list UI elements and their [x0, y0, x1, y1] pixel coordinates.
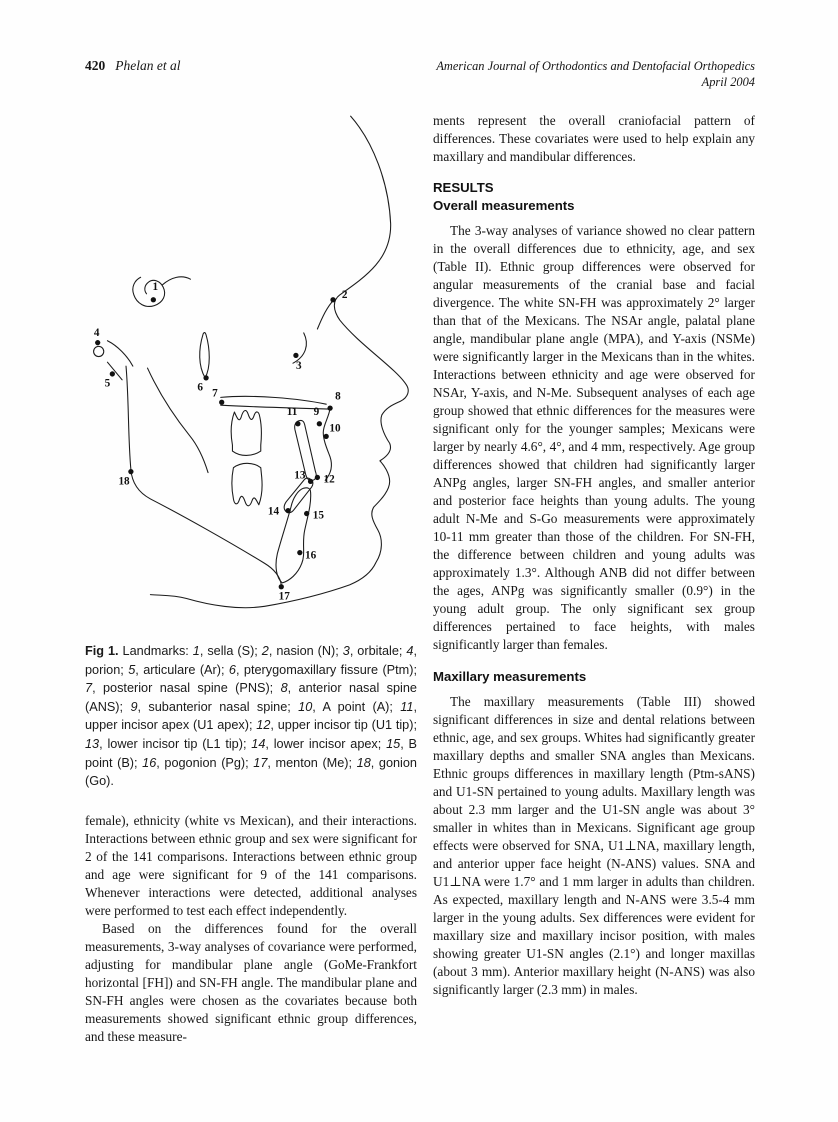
caption-segment: , posterior nasal spine (PNS);: [92, 681, 281, 696]
caption-segment: 17: [253, 755, 268, 770]
caption-segment: 5: [128, 662, 136, 677]
running-authors: Phelan et al: [115, 58, 181, 73]
caption-segment: , lower incisor tip (L1 tip);: [99, 736, 252, 751]
caption-segment: 13: [85, 736, 100, 751]
caption-segment: 14: [251, 736, 266, 751]
landmark-dot-15: [304, 511, 309, 516]
caption-segment: 11: [400, 699, 414, 714]
orbit-rim-path: [293, 333, 306, 363]
landmark-label-5: 5: [104, 377, 111, 390]
mandible-border-path: [126, 366, 281, 585]
cephalometric-tracing: [85, 112, 417, 630]
landmark-label-14: 14: [267, 505, 280, 518]
caption-segment: Fig 1.: [85, 644, 119, 658]
pterygomaxillary-fissure-path: [200, 333, 210, 378]
body-paragraph: The 3-way analyses of variance showed no clear pattern in the overall differences due to ethnicity, age, and sex (Table II). Ethnic group differences were observed for angular measurements of the cranial base and facial divergence. The white SN-FH was approximately 2° larger than that of the Mexicans. The NSAr angle, palatal plane angle, mandibular plane angle (MPA), and Y-axis (NSMe) were significantly larger in the Mexicans than in the whites. Interactions between ethnicity and age were observed for NSAr, Y-axis, and N-Me. Subsequent analyses of each age group showed that ethnic differences for the measures were significant only for the younger samples; Mexicans were larger by nearly 4.6°, 4°, and 4 mm, respectively. Age group differences showed that children had significantly larger ANPg angles, larger SN-FH angles, and smaller anterior and posterior face heights than young adults. The young adult N-Me and S-Go measurements were approximately 10-11 mm greater than those of the children. For SN-FH, the difference between children and young adults was approximately 1.3°. Although ANB did not differ between the ages, ANPg was significantly smaller (0.9°) in the young adult group. The only significant sex group differences pertained to face heights, with males significantly larger than females.: [433, 223, 755, 652]
landmark-label-6: 6: [197, 381, 204, 394]
landmark-label-12: 12: [323, 473, 335, 486]
landmark-layer: [94, 281, 348, 603]
body-paragraph: female), ethnicity (white vs Mexican), and their interactions. Interactions between ethnic group and sex were significant for 2 of the 141 comparisons. Interactions between ethnic group and age were significant for 9 of the 141 comparisons. Whenever interactions were detected, additional analyses were performed to test each effect independently.: [85, 812, 417, 918]
caption-segment: 12: [256, 718, 271, 733]
landmark-label-11: 11: [286, 405, 298, 418]
caption-segment: , nasion (N);: [268, 644, 343, 658]
landmark-dot-11: [295, 421, 300, 426]
landmark-dot-9: [317, 421, 322, 426]
lower-incisor-path: [284, 478, 313, 513]
caption-segment: 15: [386, 736, 401, 751]
caption-segment: , pterygomaxillary fissure (Ptm);: [235, 662, 417, 677]
symphysis-outline-path: [276, 488, 311, 583]
caption-segment: 7: [85, 681, 93, 696]
caption-segment: 1: [192, 644, 200, 658]
landmark-dot-13: [308, 479, 313, 484]
caption-segment: , menton (Me);: [267, 755, 357, 770]
sella-turcica-path: [133, 277, 191, 307]
landmark-label-1: 1: [152, 280, 159, 293]
journal-issue-date: April 2004: [701, 75, 755, 89]
body-paragraph: The maxillary measurements (Table III) showed significant differences in size and dental relations between ethnic, age, and sex groups. Whites had significantly greater maxillary depths and smaller SNA angles than Mexicans. Ethnic groups differences in maxillary length (Ptm-sANS) and U1-SN pertained to young adults. Maxillary length was about 2.3 mm larger and the U1-SN angle was about 3° smaller in whites than in Mexicans. Significant age group effects were observed for SNA, U1⊥NA, maxillary length, and anterior upper face height (N-ANS) values. SNA and U1⊥NA were 1.7° and 1 mm larger in adults than children. As expected, maxillary length and N-ANS were 3.5-4 mm larger in the young adults. Sex differences were evident for maxillary size and maxillary incisor position, with males showing greater U1-SN angles (2.1°) and longer maxillas (about 3 mm). Anterior maxillary height (N-ANS) was also significantly larger (2.3 mm) in males.: [433, 694, 755, 997]
landmark-label-9: 9: [313, 405, 320, 418]
landmark-dot-17: [279, 584, 284, 589]
caption-segment: , gonion (Go).: [85, 755, 417, 789]
landmark-label-13: 13: [294, 469, 306, 482]
landmark-label-10: 10: [329, 422, 341, 435]
landmark-label-4: 4: [93, 326, 100, 339]
two-column-body: [85, 112, 755, 1046]
nasal-bone-path: [317, 300, 334, 329]
landmark-label-7: 7: [212, 387, 218, 400]
caption-segment: Landmarks:: [118, 644, 193, 658]
results-heading: RESULTS: [433, 180, 494, 195]
caption-segment: , pogonion (Pg);: [156, 755, 254, 770]
upper-molar-path: [231, 410, 261, 455]
right-column: [433, 112, 755, 1046]
figure-1: [85, 112, 417, 791]
page-number: 420: [85, 58, 106, 73]
caption-segment: 9: [130, 699, 138, 714]
overall-measurements-heading: Overall measurements: [433, 198, 575, 213]
caption-segment: , B point (B);: [85, 736, 417, 770]
maxillary-measurements-heading: Maxillary measurements: [433, 669, 587, 684]
landmark-label-3: 3: [296, 360, 302, 373]
caption-segment: 2: [261, 644, 269, 658]
caption-segment: 10: [298, 699, 313, 714]
page-header: [85, 58, 755, 90]
left-column: [85, 112, 417, 1046]
landmark-ring-4: [94, 346, 104, 356]
landmark-dot-18: [128, 469, 133, 474]
landmark-dot-1: [151, 297, 156, 302]
maxilla-anterior-path: [323, 408, 331, 480]
caption-segment: 4: [406, 644, 414, 658]
caption-segment: , subanterior nasal spine;: [137, 699, 299, 714]
landmark-dot-6: [203, 375, 208, 380]
caption-segment: 16: [142, 755, 157, 770]
body-paragraph: ments represent the overall craniofacial pattern of differences. These covariates were used to help explain any maxillary and mandibular differences.: [433, 113, 755, 164]
palatal-plane-path: [221, 396, 328, 409]
caption-segment: , orbitale;: [349, 644, 407, 658]
landmark-label-8: 8: [335, 390, 341, 403]
landmark-dot-12: [315, 475, 320, 480]
soft-tissue-profile-path: [150, 116, 408, 608]
caption-segment: 3: [342, 644, 350, 658]
body-paragraph: Based on the differences found for the overall measurements, 3-way analyses of covariance were performed, adjusting for mandibular plane angle (GoMe-Frankfort horizontal [FH]) and SN-FH angle. The mandibular plane and SN-FH angles were chosen as the covariates because both measurements showed significant ethnic group differences, and these measure-: [85, 920, 417, 1044]
landmark-label-17: 17: [278, 590, 290, 603]
landmark-label-16: 16: [304, 549, 317, 562]
running-head-right: [436, 58, 755, 90]
landmark-dot-16: [297, 550, 302, 555]
caption-segment: , anterior nasal spine (ANS);: [85, 681, 417, 714]
caption-segment: , articulare (Ar);: [135, 662, 229, 677]
landmark-dot-4: [95, 340, 100, 345]
landmark-dot-8: [327, 405, 332, 410]
landmark-label-2: 2: [341, 288, 348, 301]
landmark-dot-2: [330, 297, 335, 302]
landmark-dot-3: [293, 353, 298, 358]
caption-segment: , upper incisor tip (U1 tip);: [270, 718, 417, 733]
landmark-dot-5: [110, 371, 115, 376]
landmark-dot-14: [285, 508, 290, 513]
lower-molar-path: [232, 463, 262, 506]
caption-segment: , lower incisor apex;: [265, 736, 387, 751]
caption-segment: , upper incisor apex (U1 apex);: [85, 699, 417, 733]
caption-segment: , A point (A);: [312, 699, 401, 714]
journal-name: American Journal of Orthodontics and Dentofacial Orthopedics: [436, 59, 755, 73]
running-head-left: [85, 58, 180, 74]
caption-segment: , sella (S);: [199, 644, 262, 658]
caption-segment: , porion;: [85, 644, 417, 677]
landmark-label-18: 18: [118, 475, 130, 488]
caption-segment: 8: [280, 681, 288, 696]
landmark-dot-7: [219, 400, 224, 405]
caption-segment: 18: [356, 755, 371, 770]
caption-segment: 6: [228, 662, 236, 677]
figure-1-caption: [85, 642, 417, 791]
landmark-label-15: 15: [312, 509, 324, 522]
landmark-dot-10: [324, 434, 329, 439]
